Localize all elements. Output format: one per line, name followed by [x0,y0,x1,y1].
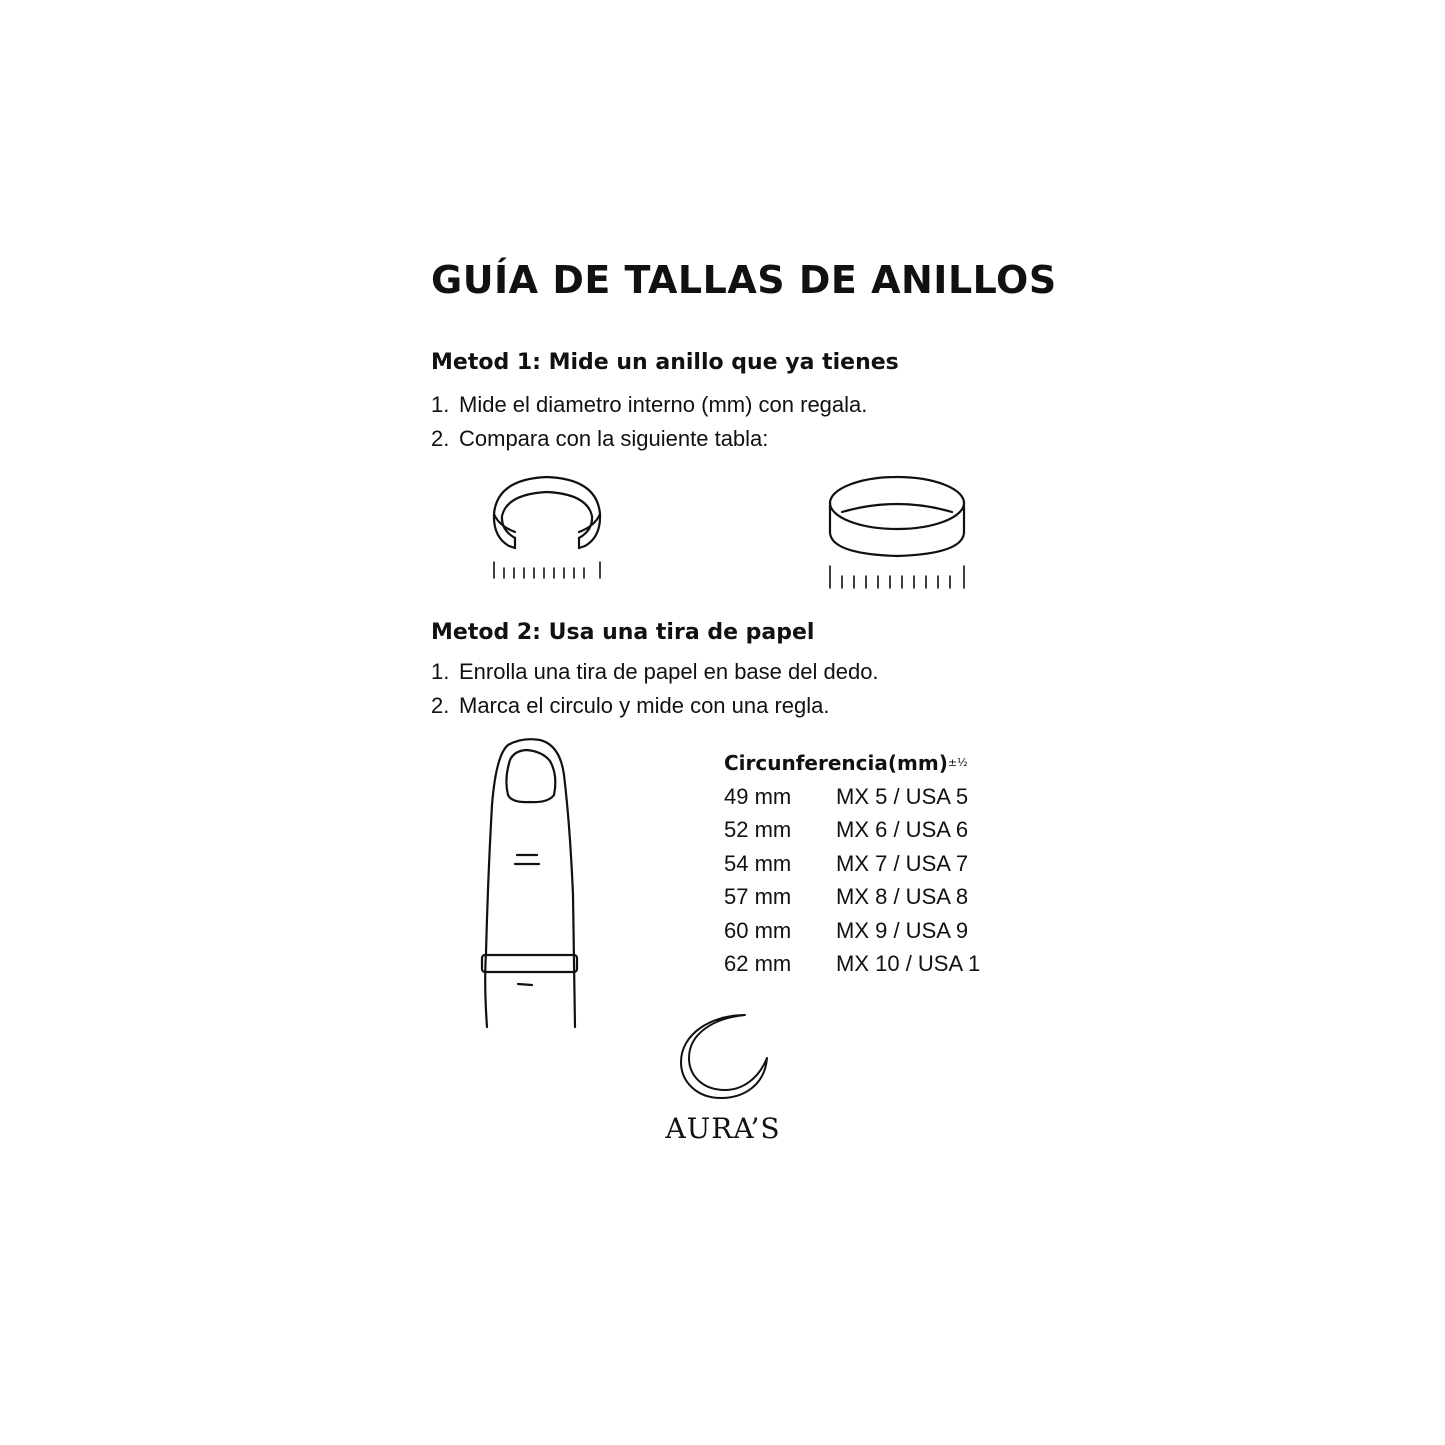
ruler-ticks [494,562,600,578]
step-text: Compara con la siguiente tabla: [459,426,769,451]
step-text: Enrolla una tira de papel en base del dedo. [459,659,879,684]
step-number: 2. [431,693,450,718]
circumference-cell: 54 mm [724,850,792,876]
method2-heading: Metod 2: Usa una tira de papel [431,620,815,645]
band-ring-icon [822,470,972,595]
circumference-cell: 52 mm [724,817,792,843]
circumference-cell: 60 mm [724,917,792,943]
table-row [724,951,980,984]
header-label: Circunferencia(mm) [724,751,948,775]
table-row [724,817,980,850]
brand-logo-text: AURA’S [665,1112,781,1145]
size-cell: MX 6 / USA 6 [836,817,969,843]
step-number: 2. [431,426,450,451]
circumference-cell: 49 mm [724,784,792,809]
method2-step-1 [431,659,879,685]
finger-ring-icon [470,735,590,1035]
ruler-ticks [830,566,964,588]
size-cell: MX 8 / USA 8 [836,884,969,910]
table-row [724,851,980,884]
crescent-moon-icon [675,1012,775,1102]
circumference-cell: 57 mm [724,884,792,910]
size-table-header [724,751,980,784]
size-cell: MX 9 / USA 9 [836,917,969,943]
method2-step-2 [431,693,830,719]
circumference-cell: 62 mm [724,950,792,976]
step-text: Mide el diametro interno (mm) con regala. [459,392,868,417]
method1-step-2 [431,426,768,452]
size-cell: MX 5 / USA 5 [836,784,969,809]
size-table [724,751,980,984]
step-number: 1. [431,392,450,417]
size-cell: MX 10 / USA 1 [836,950,981,976]
page-title: GUÍA DE TALLAS DE ANILLOS [431,258,1057,302]
method1-heading: Metod 1: Mide un anillo que ya tienes [431,350,899,375]
size-cell: MX 7 / USA 7 [836,850,969,876]
method1-step-1 [431,392,867,418]
step-number: 1. [431,659,450,684]
table-row [724,884,980,917]
table-row [724,918,980,951]
open-ring-icon [485,470,610,585]
table-row [724,784,980,817]
step-text: Marca el circulo y mide con una regla. [459,693,830,718]
tolerance-note: ±¹⁄₂ [947,756,968,769]
